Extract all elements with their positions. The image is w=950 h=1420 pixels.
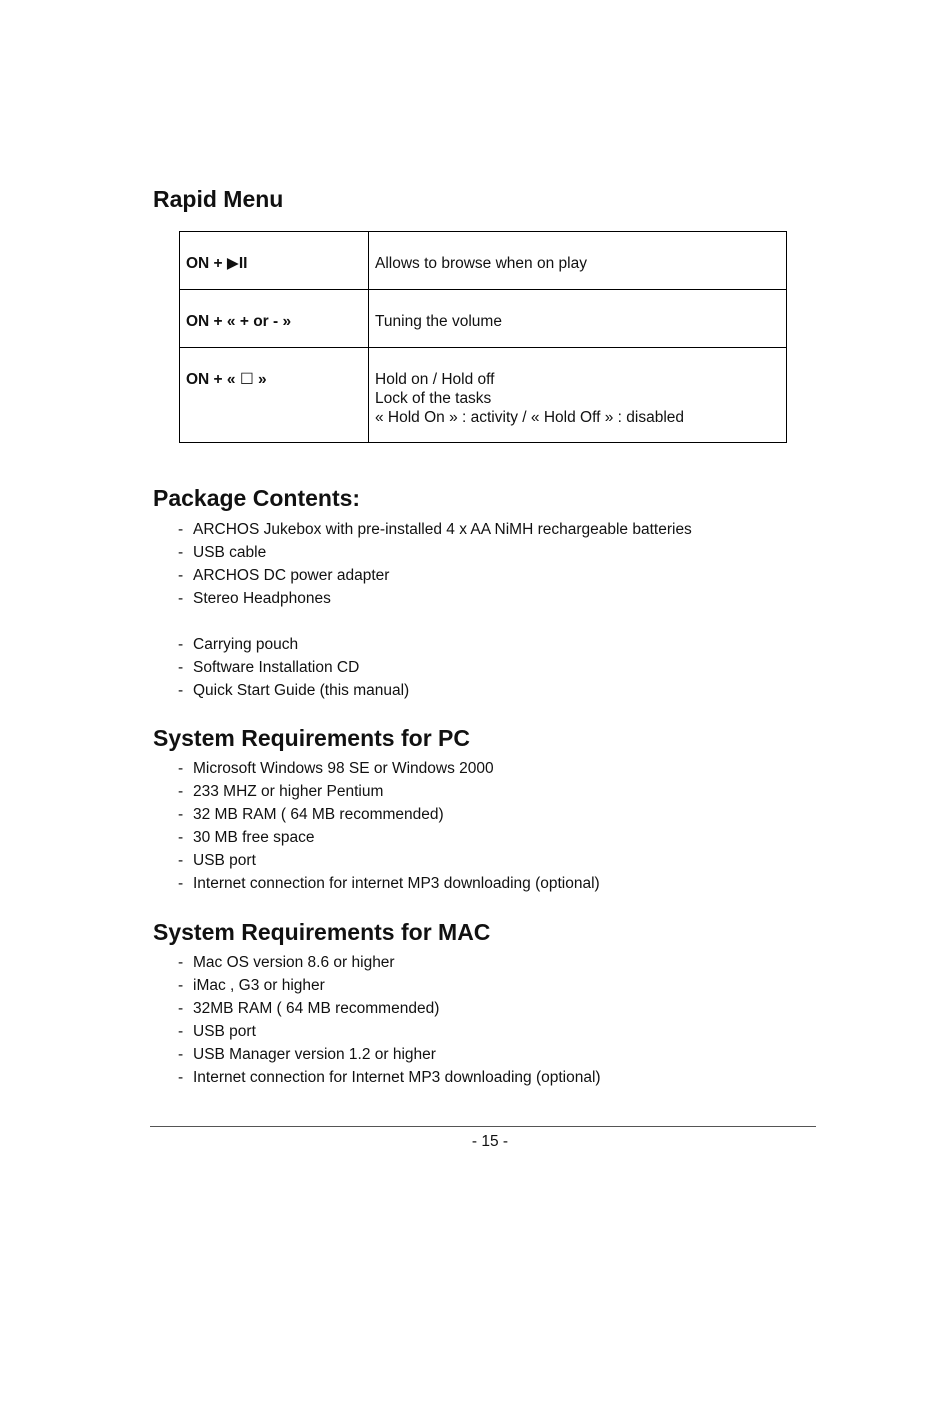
table-row [180,348,787,443]
shortcut-key: ON + « + or - » [186,313,292,330]
bullet-dash: - [178,806,184,823]
shortcut-key-cell [180,232,369,290]
shortcut-key-cell [180,348,369,443]
shortcut-description: Tuning the volume [375,313,502,330]
bullet-dash: - [178,760,184,777]
bullet-dash: - [178,783,184,800]
system-requirements-mac-list [178,953,601,1091]
bullet-dash: - [178,1023,184,1040]
package-contents-list-continued [178,635,409,704]
list-item: - Microsoft Windows 98 SE or Windows 2000 [178,760,494,777]
bullet-dash: - [178,544,184,561]
bullet-dash: - [178,682,184,699]
bullet-dash: - [178,590,184,607]
list-item: - Stereo Headphones [178,590,331,607]
table-row [180,232,787,290]
list-item: - Mac OS version 8.6 or higher [178,954,395,971]
system-requirements-pc-list [178,759,600,897]
shortcut-description: « Hold On » : activity / « Hold Off » : disabled [375,409,685,426]
list-item: - Software Installation CD [178,659,360,676]
list-item: - 32 MB RAM ( 64 MB recommended) [178,806,444,823]
list-item: - ARCHOS DC power adapter [178,567,390,584]
bullet-dash: - [178,521,184,538]
rapid-menu-table [179,231,787,443]
package-contents-heading: Package Contents: [153,485,361,511]
list-item: - USB port [178,1023,256,1040]
list-item: - Carrying pouch [178,636,299,653]
rapid-menu-heading: Rapid Menu [153,186,284,212]
shortcut-description-cell [369,348,787,443]
shortcut-key: ON + ▶II [186,255,248,272]
bullet-dash: - [178,875,184,892]
list-item: - ARCHOS Jukebox with pre-installed 4 x AA NiMH rechargeable batteries [178,521,692,538]
page-number: - 15 - [471,1133,509,1150]
list-item: - Internet connection for Internet MP3 downloading (optional) [178,1069,601,1086]
shortcut-description: Lock of the tasks [375,390,492,407]
bullet-dash: - [178,954,184,971]
shortcut-description: Allows to browse when on play [375,255,587,272]
bullet-dash: - [178,567,184,584]
bullet-dash: - [178,852,184,869]
bullet-dash: - [178,977,184,994]
shortcut-key: ON + « ☐ » [186,371,267,388]
list-item: - Internet connection for internet MP3 downloading (optional) [178,875,600,892]
list-item: - Quick Start Guide (this manual) [178,682,410,699]
bullet-dash: - [178,1046,184,1063]
bullet-dash: - [178,1000,184,1017]
list-item: - 32MB RAM ( 64 MB recommended) [178,1000,440,1017]
system-requirements-mac-heading: System Requirements for MAC [153,919,491,945]
shortcut-description-cell [369,290,787,348]
bullet-dash: - [178,636,184,653]
package-contents-list [178,520,692,612]
shortcut-description-cell [369,232,787,290]
list-item: - USB cable [178,544,267,561]
list-item: - 233 MHZ or higher Pentium [178,783,384,800]
list-item: - iMac , G3 or higher [178,977,325,994]
bullet-dash: - [178,1069,184,1086]
shortcut-description: Hold on / Hold off [375,371,495,388]
list-item: - USB Manager version 1.2 or higher [178,1046,436,1063]
system-requirements-pc-heading: System Requirements for PC [153,725,470,751]
list-item: - 30 MB free space [178,829,315,846]
footer-divider [150,1126,816,1127]
table-row [180,290,787,348]
bullet-dash: - [178,829,184,846]
list-item: - USB port [178,852,256,869]
bullet-dash: - [178,659,184,676]
shortcut-key-cell [180,290,369,348]
